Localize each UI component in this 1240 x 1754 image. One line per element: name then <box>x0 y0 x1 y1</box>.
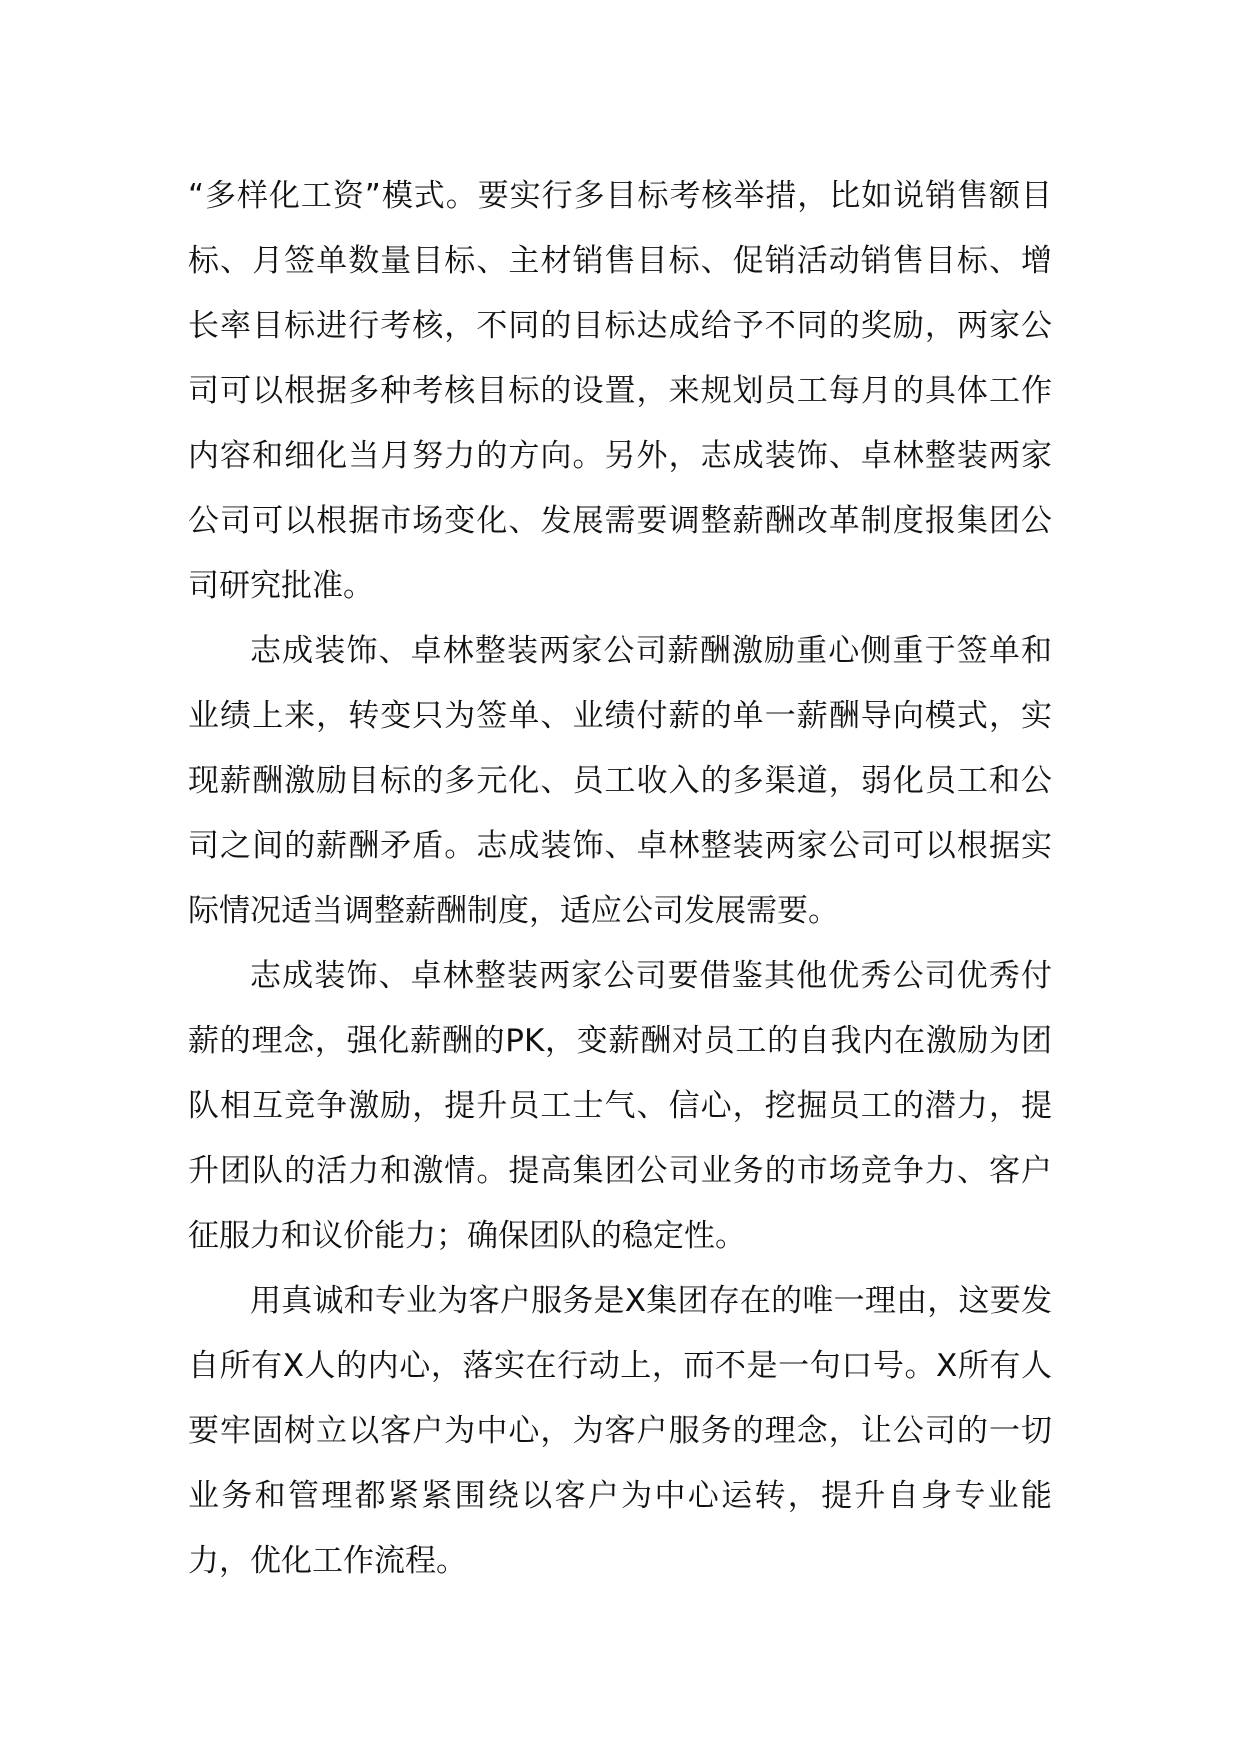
paragraph-3: 志成装饰、卓林整装两家公司要借鉴其他优秀公司优秀付薪的理念，强化薪酬的PK，变薪酬对员工的自我内在激励为团队相互竞争激励，提升员工士气、信心，挖掘员工的潜力，提升团队的活力和激情。提高集团公司业务的市场竞争力、客户征服力和议价能力；确保团队的稳定性。 <box>188 958 1052 1254</box>
paragraph-4: 用真诚和专业为客户服务是X集团存在的唯一理由，这要发自所有X人的内心，落实在行动上，而不是一句口号。X所有人要牢固树立以客户为中心，为客户服务的理念，让公司的一切业务和管理都紧紧围绕以客户为中心运转，提升自身专业能力，优化工作流程。 <box>188 1283 1052 1579</box>
document-page <box>188 164 1052 1594</box>
paragraph-1: “多样化工资”模式。要实行多目标考核举措，比如说销售额目标、月签单数量目标、主材销售目标、促销活动销售目标、增长率目标进行考核，不同的目标达成给予不同的奖励，两家公司可以根据多种考核目标的设置，来规划员工每月的具体工作内容和细化当月努力的方向。另外，志成装饰、卓林整装两家公司可以根据市场变化、发展需要调整薪酬改革制度报集团公司研究批准。 <box>188 178 1052 604</box>
paragraph-2: 志成装饰、卓林整装两家公司薪酬激励重心侧重于签单和业绩上来，转变只为签单、业绩付薪的单一薪酬导向模式，实现薪酬激励目标的多元化、员工收入的多渠道，弱化员工和公司之间的薪酬矛盾。志成装饰、卓林整装两家公司可以根据实际情况适当调整薪酬制度，适应公司发展需要。 <box>188 633 1052 929</box>
